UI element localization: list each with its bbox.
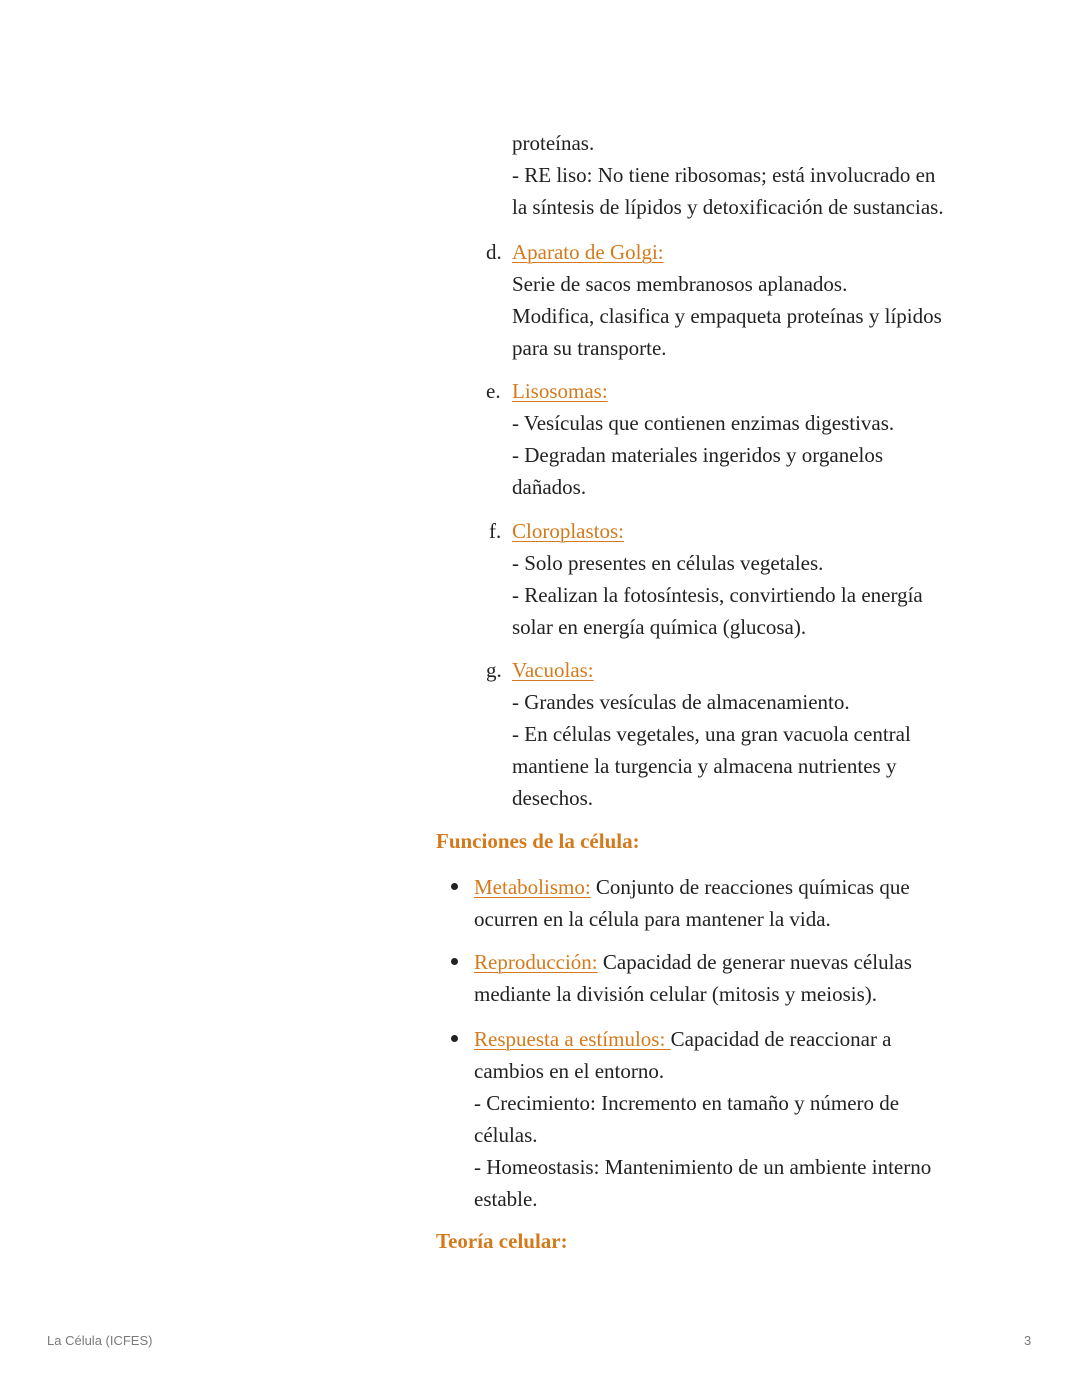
list-marker: e.: [486, 379, 501, 403]
function-description: Capacidad de reaccionar a: [670, 1027, 892, 1051]
body-line: desechos.: [512, 786, 594, 810]
organelle-title-link[interactable]: Aparato de Golgi:: [512, 240, 664, 264]
body-line: mediante la división celular (mitosis y meiosis).: [474, 982, 878, 1006]
body-line: - Degradan materiales ingeridos y organelos: [512, 443, 884, 467]
body-line: cambios en el entorno.: [474, 1059, 665, 1083]
function-term-link[interactable]: Metabolismo:: [474, 875, 591, 899]
body-line: ocurren en la célula para mantener la vida.: [474, 907, 831, 931]
bullet-point: [451, 958, 458, 965]
body-line: - Vesículas que contienen enzimas digestivas.: [512, 411, 895, 435]
bullet-point: [451, 1035, 458, 1042]
list-marker: f.: [489, 519, 502, 543]
body-line: estable.: [474, 1187, 538, 1211]
list-marker: g.: [486, 658, 502, 682]
body-line: - Solo presentes en células vegetales.: [512, 551, 824, 575]
footer-page-number: 3: [1024, 1333, 1032, 1348]
section-heading: Funciones de la célula:: [436, 829, 640, 853]
body-line: dañados.: [512, 475, 587, 499]
body-line: - Grandes vesículas de almacenamiento.: [512, 690, 850, 714]
body-line: proteínas.: [512, 131, 595, 155]
body-line: - Crecimiento: Incremento en tamaño y número de: [474, 1091, 900, 1115]
body-line: mantiene la turgencia y almacena nutrientes y: [512, 754, 897, 778]
body-line: células.: [474, 1123, 538, 1147]
body-line: - Homeostasis: Mantenimiento de un ambiente interno: [474, 1155, 932, 1179]
organelle-title-link[interactable]: Vacuolas:: [512, 658, 594, 682]
function-description: Conjunto de reacciones químicas que: [590, 875, 910, 899]
list-item: [474, 871, 910, 903]
list-item: [474, 1023, 892, 1055]
body-line: - En células vegetales, una gran vacuola central: [512, 722, 911, 746]
bullet-point: [451, 883, 458, 890]
function-description: Capacidad de generar nuevas células: [597, 950, 912, 974]
body-line: - Realizan la fotosíntesis, convirtiendo la energía: [512, 583, 923, 607]
organelle-title-link[interactable]: Cloroplastos:: [512, 519, 625, 543]
body-line: para su transporte.: [512, 336, 667, 360]
body-line: solar en energía química (glucosa).: [512, 615, 807, 639]
function-term-link[interactable]: Reproducción:: [474, 950, 598, 974]
organelle-title-link[interactable]: Lisosomas:: [512, 379, 608, 403]
footer-document-title: La Célula (ICFES): [47, 1333, 153, 1348]
function-term-link[interactable]: Respuesta a estímulos:: [474, 1027, 671, 1051]
list-marker: d.: [486, 240, 502, 264]
body-line: - RE liso: No tiene ribosomas; está involucrado en: [512, 163, 936, 187]
list-item: [474, 946, 912, 978]
section-heading: Teoría celular:: [436, 1229, 568, 1253]
body-line: Modifica, clasifica y empaqueta proteínas y lípidos: [512, 304, 942, 328]
body-line: Serie de sacos membranosos aplanados.: [512, 272, 848, 296]
body-line: la síntesis de lípidos y detoxificación de sustancias.: [512, 195, 944, 219]
